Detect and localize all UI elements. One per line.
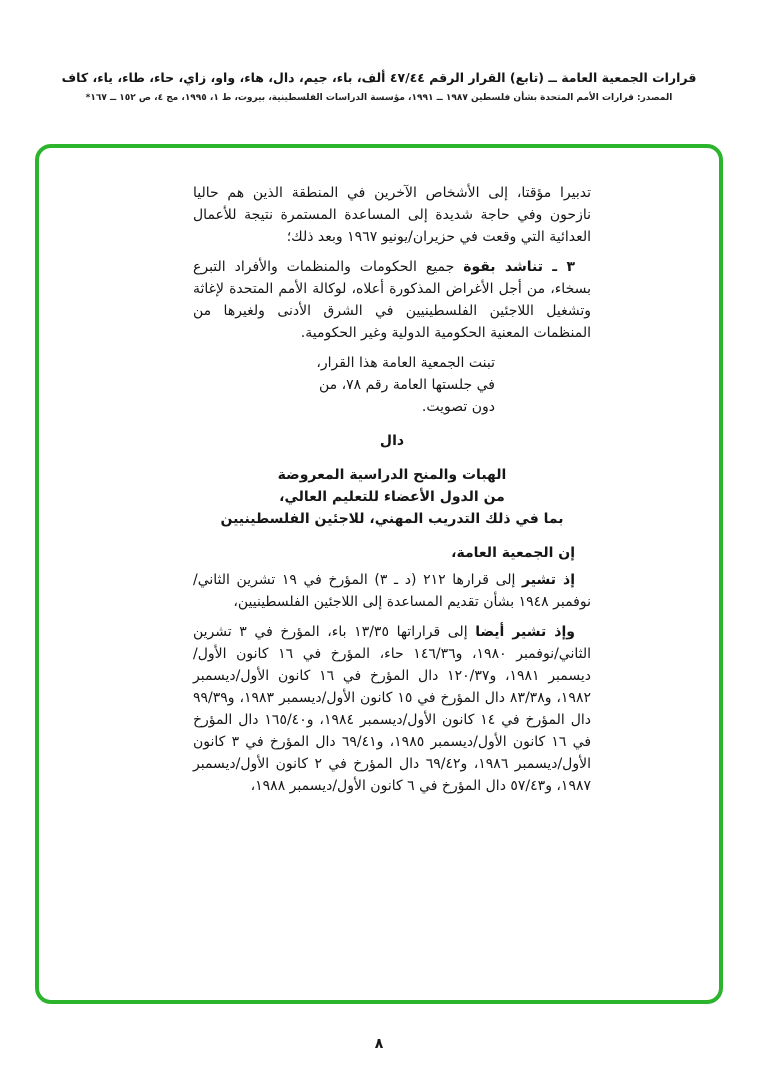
- adoption-note-line: تبنت الجمعية العامة هذا القرار،: [316, 355, 495, 371]
- content-frame: [35, 144, 723, 1004]
- section-title-line: الهبات والمنح الدراسية المعروضة: [277, 467, 507, 483]
- paragraph-clause-3: [193, 256, 591, 344]
- recital-1-text: إلى قرارها ٢١٢ (د ـ ٣) المؤرخ في ١٩ تشرين الثاني/نوفمبر ١٩٤٨ بشأن تقديم المساعدة إلى اللاجئين الفلسطينيين،: [193, 572, 591, 610]
- section-title-line: بما في ذلك التدريب المهني، للاجئين الفلسطينيين: [220, 511, 564, 527]
- preamble-intro: إن الجمعية العامة،: [451, 545, 575, 561]
- clause-3-text: جميع الحكومات والمنظمات والأفراد التبرع بسخاء، من أجل الأغراض المذكورة أعلاه، لوكالة الأمم المتحدة لإغاثة وتشغيل اللاجئين الفلسطينيين في الشرق الأدنى ولغيرها من المنظمات المعنية الحكومية الدولية وغير الحكومية.: [193, 259, 591, 341]
- header-source-line: المصدر: قرارات الأمم المتحدة بشأن فلسطين ١٩٨٧ ــ ١٩٩١، مؤسسة الدراسات الفلسطينية، بيروت، ط ١، ١٩٩٥، مج ٤، ص ١٥٢ ــ ١٦٧*: [85, 93, 673, 103]
- adoption-note-line: دون تصويت.: [421, 399, 495, 415]
- recital-1-lead: إذ تشير: [522, 572, 575, 588]
- paragraph-text: تدبيرا مؤقتا، إلى الأشخاص الآخرين في المنطقة الذين هم حاليا نازحون وفي حاجة شديدة إلى المساعدة المستمرة نتيجة للأعمال العدائية التي وقعت في حزيران/يونيو ١٩٦٧ وبعد ذلك؛: [193, 185, 591, 245]
- recital-2: [193, 621, 591, 797]
- clause-3-lead: ٣ ـ تناشد بقوة: [463, 259, 575, 275]
- recital-2-text: إلى قراراتها ١٣/٣٥ باء، المؤرخ في ٣ تشرين الثاني/نوفمبر ١٩٨٠، و١٤٦/٣٦ حاء، المؤرخ في ١٦ كانون الأول/ديسمبر ١٩٨١، و١٢٠/٣٧ دال المؤرخ في ١٦ كانون الأول/ديسمبر ١٩٨٢، و٨٣/٣٨ دال المؤرخ في ١٥ كانون الأول/ديسمبر ١٩٨٣، و٩٩/٣٩ دال المؤرخ في ١٤ كانون الأول/ديسمبر ١٩٨٤، و١٦٥/٤٠ دال المؤرخ في ١٦ كانون الأول/ديسمبر ١٩٨٥، و٦٩/٤١ دال المؤرخ في ٣ كانون الأول/ديسمبر ١٩٨٦، و٦٩/٤٢ دال المؤرخ في ٢ كانون الأول/ديسمبر ١٩٨٧، و٥٧/٤٣ دال المؤرخ في ٦ كانون الأول/ديسمبر ١٩٨٨،: [193, 624, 592, 794]
- text-column: [193, 182, 591, 797]
- page-number: ٨: [374, 1036, 384, 1052]
- recital-1: [193, 569, 591, 613]
- header-title: قرارات الجمعية العامة ــ (تابع) القرار الرقم ٤٧/٤٤ ألف، باء، جيم، دال، هاء، واو، زاي، حاء، طاء، ياء، كاف: [61, 70, 697, 85]
- adoption-note: [193, 352, 495, 418]
- paragraph-continuation: [193, 182, 591, 248]
- adoption-note-line: في جلستها العامة رقم ٧٨، من: [318, 377, 495, 393]
- section-letter: دال: [379, 433, 405, 449]
- section-title-line: من الدول الأعضاء للتعليم العالي،: [279, 489, 505, 505]
- page-header: [0, 0, 758, 104]
- recital-2-lead: وإذ تشير أيضا: [475, 624, 575, 640]
- section-title: [193, 464, 591, 530]
